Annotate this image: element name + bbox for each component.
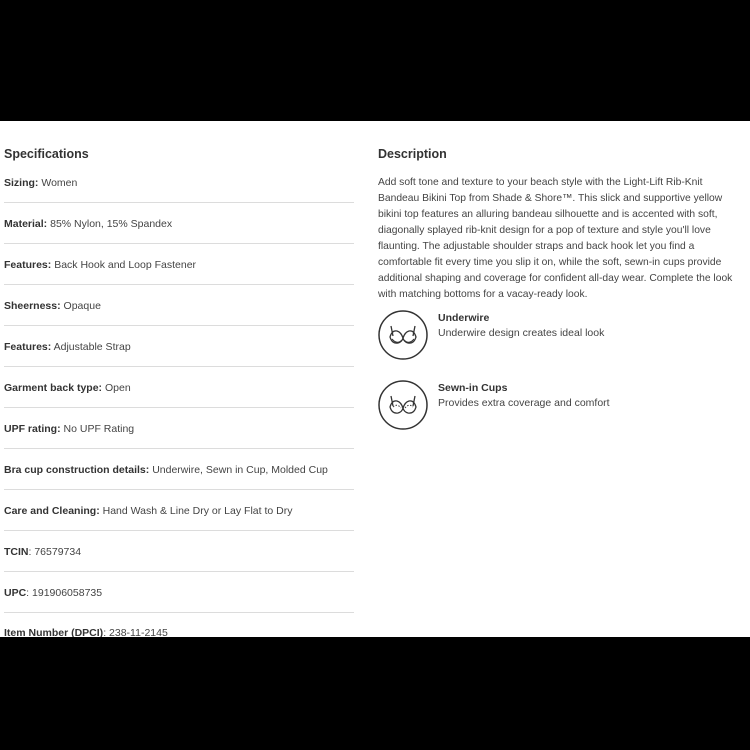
spec-row: Item Number (DPCI): 238-11-2145 (4, 627, 168, 637)
spec-value: No UPF Rating (63, 423, 135, 435)
spec-row (4, 177, 354, 189)
divider (4, 448, 354, 449)
spec-row (4, 464, 354, 476)
spec-label: Features: (4, 341, 52, 353)
spec-value: Underwire, Sewn in Cup, Molded Cup (152, 464, 328, 476)
sewn-in-cups-bra-icon (378, 380, 428, 430)
spec-label: Item Number (DPCI) (4, 627, 104, 637)
spec-row (4, 218, 354, 230)
divider (4, 489, 354, 490)
divider (4, 530, 354, 531)
spec-label: UPF rating: (4, 423, 61, 435)
divider (4, 243, 354, 244)
spec-value: Hand Wash & Line Dry or Lay Flat to Dry (102, 505, 293, 517)
spec-label: Sizing: (4, 177, 39, 189)
spec-label: Care and Cleaning: (4, 505, 100, 517)
spec-value: 85% Nylon, 15% Spandex (50, 218, 173, 230)
feature-description: Underwire design creates ideal look (438, 327, 605, 339)
spec-label: Bra cup construction details: (4, 464, 150, 476)
spec-value: 238-11-2145 (109, 627, 168, 637)
feature-sewn-in-cups (378, 380, 740, 432)
divider (4, 284, 354, 285)
divider (4, 612, 354, 613)
spec-label: UPC (4, 587, 27, 599)
spec-row: TCIN: 76579734 (4, 546, 82, 558)
spec-row (4, 382, 354, 394)
specifications-heading: Specifications (4, 147, 89, 161)
spec-label: Material: (4, 218, 48, 230)
divider (4, 407, 354, 408)
spec-value: 76579734 (34, 546, 82, 558)
spec-label: Garment back type: (4, 382, 103, 394)
spec-row: UPC: 191906058735 (4, 587, 103, 599)
feature-underwire (378, 310, 740, 362)
spec-value: 191906058735 (32, 587, 103, 599)
spec-row (4, 423, 354, 435)
divider (4, 325, 354, 326)
divider (4, 366, 354, 367)
divider (4, 571, 354, 572)
description-heading: Description (378, 147, 447, 161)
product-details-panel (0, 121, 750, 637)
spec-label: Features: (4, 259, 52, 271)
spec-value: Opaque (63, 300, 101, 312)
spec-row (4, 341, 354, 353)
spec-row (4, 300, 354, 312)
spec-value: Back Hook and Loop Fastener (54, 259, 197, 271)
description-text: Add soft tone and texture to your beach style with the Light-Lift Rib-Knit Bandeau Bikini Top from Shade & Shore™. This slick and supportive yellow bikini top features an alluring bandeau silhouette and is accented with soft, diagonally splayed rib-knit design for a pop of texture and style you'll love flaunting. The adjustable shoulder straps and back hook let you find a comfortable fit every time you slip it on, while the soft, sewn-in cups provide additional shaping and coverage for confident all-day wear. Complete the look with matching bottoms for a vacay-ready look. (378, 177, 733, 300)
spec-row (4, 505, 354, 517)
spec-value: Women (41, 177, 78, 189)
spec-label: TCIN (4, 546, 29, 558)
spec-value: Open (104, 382, 131, 394)
feature-description: Provides extra coverage and comfort (438, 397, 610, 409)
spec-label: Sheerness: (4, 300, 61, 312)
divider (4, 202, 354, 203)
underwire-bra-icon (378, 310, 428, 360)
feature-title: Sewn-in Cups (438, 382, 508, 394)
spec-value: Adjustable Strap (53, 341, 131, 353)
feature-title: Underwire (438, 312, 490, 324)
spec-row (4, 259, 354, 271)
